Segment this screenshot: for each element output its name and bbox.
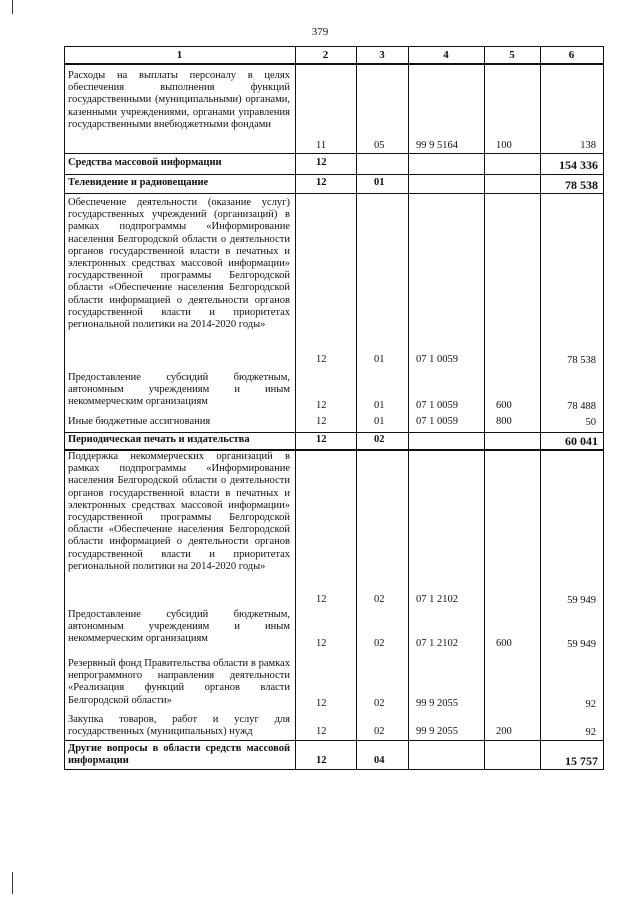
row-9-col-3: 02 bbox=[374, 638, 385, 649]
row-7-col-2: 12 bbox=[316, 434, 327, 445]
row-10-col-3: 02 bbox=[374, 698, 385, 709]
col-rule-1 bbox=[295, 46, 296, 770]
row-8-description: Поддержка некоммерческих организаций в рамках подпрограммы «Информирование населения Белгородской области о деятельности органов государственной власти в печатных и электронных средствах массовой информации» государственной программы Белгородской области «Обеспечение населения Белгородской области информацией о деятельности органов государственной власти и приоритетах региональной политики на 2014-2020 годы» bbox=[68, 451, 290, 572]
row-6-col-4: 07 1 0059 bbox=[416, 416, 458, 427]
row-8-col-3: 02 bbox=[374, 594, 385, 605]
row-1-col-6: 138 bbox=[580, 140, 596, 151]
header-col-2: 2 bbox=[322, 49, 329, 61]
row-5-col-5: 600 bbox=[496, 400, 512, 411]
row-9-col-5: 600 bbox=[496, 638, 512, 649]
row-11-col-3: 02 bbox=[374, 726, 385, 737]
row-6-col-2: 12 bbox=[316, 416, 327, 427]
row-2-description: Средства массовой информации bbox=[68, 157, 222, 168]
rule-top bbox=[64, 46, 604, 47]
row-12-col-2: 12 bbox=[316, 755, 327, 766]
row-9-col-6: 59 949 bbox=[567, 639, 596, 650]
row-9-col-2: 12 bbox=[316, 638, 327, 649]
row-7-description: Периодическая печать и издательства bbox=[68, 434, 250, 445]
row-5-col-4: 07 1 0059 bbox=[416, 400, 458, 411]
row-11-col-2: 12 bbox=[316, 726, 327, 737]
rule-header bbox=[64, 63, 604, 65]
row-8-col-4: 07 1 2102 bbox=[416, 594, 458, 605]
page-number: 379 bbox=[311, 26, 329, 38]
rule-r11 bbox=[64, 740, 604, 741]
row-4-description: Обеспечение деятельности (оказание услуг) государственных учреждений (организаций) в рамках подпрограммы «Информирование населения Белгородской области о деятельности органов государственной власти в печатных и электронных средствах массовой информации» государственной программы Белгородской области «Обеспечение населения Белгородской области информацией о деятельности органов государственной власти и приоритетах региональной политики на 2014-2020 годы» bbox=[68, 197, 290, 331]
header-col-3: 3 bbox=[379, 49, 385, 61]
row-11-col-6: 92 bbox=[585, 727, 596, 738]
row-7-col-3: 02 bbox=[374, 434, 385, 445]
row-5-description: Предоставление субсидий бюджетным, автономным учреждениям и иным некоммерческим организациям bbox=[68, 372, 290, 408]
row-4-col-4: 07 1 0059 bbox=[416, 354, 458, 365]
row-5-col-6: 78 488 bbox=[567, 401, 596, 412]
header-col-6: 6 bbox=[568, 49, 575, 61]
row-1-col-5: 100 bbox=[496, 140, 512, 151]
scan-edge-mark-top bbox=[12, 0, 13, 14]
header-col-4: 4 bbox=[443, 49, 449, 61]
row-3-col-3: 01 bbox=[374, 177, 385, 188]
row-11-description: Закупка товаров, работ и услуг для государственных (муниципальных) нужд bbox=[68, 714, 290, 738]
rule-bottom bbox=[64, 769, 604, 770]
row-12-description: Другие вопросы в области средств массовой информации bbox=[68, 743, 290, 767]
row-3-description: Телевидение и радиовещание bbox=[68, 177, 209, 188]
row-12-col-3: 04 bbox=[374, 755, 385, 766]
header-col-1: 1 bbox=[176, 49, 183, 61]
row-1-col-2: 11 bbox=[316, 140, 327, 151]
row-8-col-6: 59 949 bbox=[567, 595, 596, 606]
row-4-col-2: 12 bbox=[316, 354, 327, 365]
row-10-col-6: 92 bbox=[585, 699, 596, 710]
col-rule-2 bbox=[356, 46, 357, 770]
row-1-col-3: 05 bbox=[374, 140, 385, 151]
row-9-description: Предоставление субсидий бюджетным, автономным учреждениям и иным некоммерческим организациям bbox=[68, 609, 290, 645]
rule-r1 bbox=[64, 153, 604, 154]
row-5-col-3: 01 bbox=[374, 400, 385, 411]
header-col-5: 5 bbox=[509, 49, 515, 61]
row-10-col-2: 12 bbox=[316, 698, 327, 709]
row-1-description: Расходы на выплаты персоналу в целях обеспечения выполнения функций государственными (муниципальными) органами, казенными учреждениями, органами управления государственными внебюджетными фондами bbox=[68, 70, 290, 130]
row-11-col-4: 99 9 2055 bbox=[416, 726, 458, 737]
row-3-col-2: 12 bbox=[316, 177, 327, 188]
row-10-description: Резервный фонд Правительства области в рамках непрограммного направления деятельности «Реализация функций органов власти Белгородской области» bbox=[68, 658, 290, 706]
row-3-col-6: 78 538 bbox=[565, 178, 598, 192]
rule-r2 bbox=[64, 174, 604, 175]
row-12-col-6: 15 757 bbox=[565, 754, 598, 768]
row-1-col-4: 99 9 5164 bbox=[416, 140, 458, 151]
col-rule-right bbox=[603, 46, 604, 770]
row-6-col-3: 01 bbox=[374, 416, 385, 427]
row-11-col-5: 200 bbox=[496, 726, 512, 737]
row-4-col-3: 01 bbox=[374, 354, 385, 365]
col-rule-4 bbox=[484, 46, 485, 770]
col-rule-left bbox=[64, 46, 65, 770]
row-6-description: Иные бюджетные ассигнования bbox=[68, 416, 211, 427]
row-10-col-4: 99 9 2055 bbox=[416, 698, 458, 709]
row-7-col-6: 60 041 bbox=[565, 434, 598, 448]
row-9-col-4: 07 1 2102 bbox=[416, 638, 458, 649]
scan-edge-mark-bottom bbox=[12, 872, 13, 894]
rule-r3 bbox=[64, 193, 604, 194]
rule-r6 bbox=[64, 432, 604, 433]
row-6-col-6: 50 bbox=[585, 417, 596, 428]
row-8-col-2: 12 bbox=[316, 594, 327, 605]
row-2-col-6: 154 336 bbox=[559, 158, 598, 172]
row-2-col-2: 12 bbox=[316, 157, 327, 168]
row-4-col-6: 78 538 bbox=[567, 355, 596, 366]
col-rule-3 bbox=[408, 46, 409, 770]
row-5-col-2: 12 bbox=[316, 400, 327, 411]
row-6-col-5: 800 bbox=[496, 416, 512, 427]
budget-table bbox=[64, 46, 604, 770]
